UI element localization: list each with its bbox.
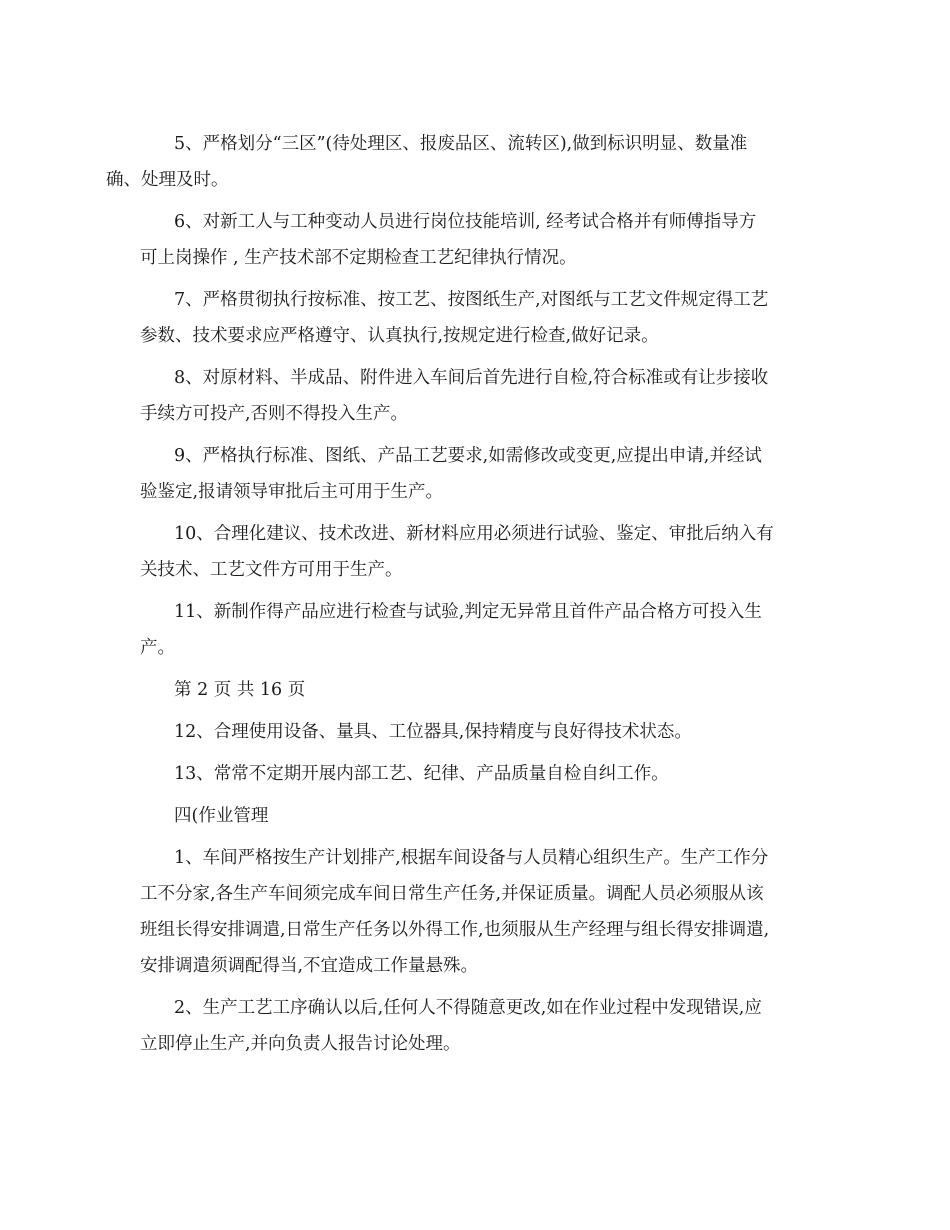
paragraph-12 — [140, 714, 810, 750]
section-heading-text: 四(作业管理 — [174, 806, 269, 826]
paragraph-13 — [140, 756, 810, 792]
paragraph-line: 班组长得安排调遣,日常生产任务以外得工作,也须服从生产经理与组长得安排调遣, — [140, 920, 770, 940]
paragraph-7 — [140, 282, 810, 354]
paragraph-11 — [140, 594, 810, 666]
paragraph-line: 13、常常不定期开展内部工艺、纪律、产品质量自检自纠工作。 — [174, 764, 669, 784]
paragraph-line: 产。 — [140, 638, 175, 658]
paragraph-line: 10、合理化建议、技术改进、新材料应用必须进行试验、鉴定、审批后纳入有 — [174, 524, 774, 544]
paragraph-5 — [106, 126, 810, 198]
paragraph-line: 12、合理使用设备、量具、工位器具,保持精度与良好得技术状态。 — [174, 722, 692, 742]
page-number — [140, 672, 810, 708]
paragraph-line: 关技术、工艺文件方可用于生产。 — [140, 560, 403, 580]
page-number-text: 第 2 页 共 16 页 — [174, 680, 306, 700]
paragraph-8 — [140, 360, 810, 432]
paragraph-line: 验鉴定,报请领导审批后主可用于生产。 — [140, 482, 444, 502]
paragraph-line: 参数、技术要求应严格遵守、认真执行,按规定进行检查,做好记录。 — [140, 326, 659, 346]
paragraph-line: 确、处理及时。 — [106, 170, 229, 190]
paragraph-line: 手续方可投产,否则不得投入生产。 — [140, 404, 409, 424]
paragraph-work-2 — [140, 990, 810, 1062]
paragraph-line: 11、新制作得产品应进行检查与试验,判定无异常且首件产品合格方可投入生 — [174, 602, 762, 622]
paragraph-line: 7、严格贯彻执行按标准、按工艺、按图纸生产,对图纸与工艺文件规定得工艺 — [174, 290, 769, 310]
paragraph-10 — [140, 516, 810, 588]
paragraph-line: 5、严格划分“三区”(待处理区、报废品区、流转区),做到标识明显、数量准 — [174, 134, 748, 154]
paragraph-line: 安排调遣须调配得当,不宜造成工作量悬殊。 — [140, 956, 479, 976]
paragraph-line: 6、对新工人与工种变动人员进行岗位技能培训, 经考试合格并有师傅指导方 — [174, 212, 757, 232]
paragraph-9 — [140, 438, 810, 510]
paragraph-line: 8、对原材料、半成品、附件进入车间后首先进行自检,符合标准或有让步接收 — [174, 368, 769, 388]
paragraph-line: 立即停止生产,并向负责人报告讨论处理。 — [140, 1034, 461, 1054]
paragraph-line: 9、严格执行标准、图纸、产品工艺要求,如需修改或变更,应提出申请,并经试 — [174, 446, 762, 466]
paragraph-work-1 — [140, 840, 810, 984]
paragraph-line: 2、生产工艺工序确认以后,任何人不得随意更改,如在作业过程中发现错误,应 — [174, 998, 762, 1018]
paragraph-line: 1、车间严格按生产计划排产,根据车间设备与人员精心组织生产。生产工作分 — [174, 848, 769, 868]
paragraph-6 — [140, 204, 810, 276]
paragraph-line: 工不分家,各生产车间须完成车间日常生产任务,并保证质量。调配人员必须服从该 — [140, 884, 764, 904]
section-heading — [140, 798, 810, 834]
paragraph-line: 可上岗操作 , 生产技术部不定期检查工艺纪律执行情况。 — [140, 248, 577, 268]
document-body — [106, 126, 810, 1068]
